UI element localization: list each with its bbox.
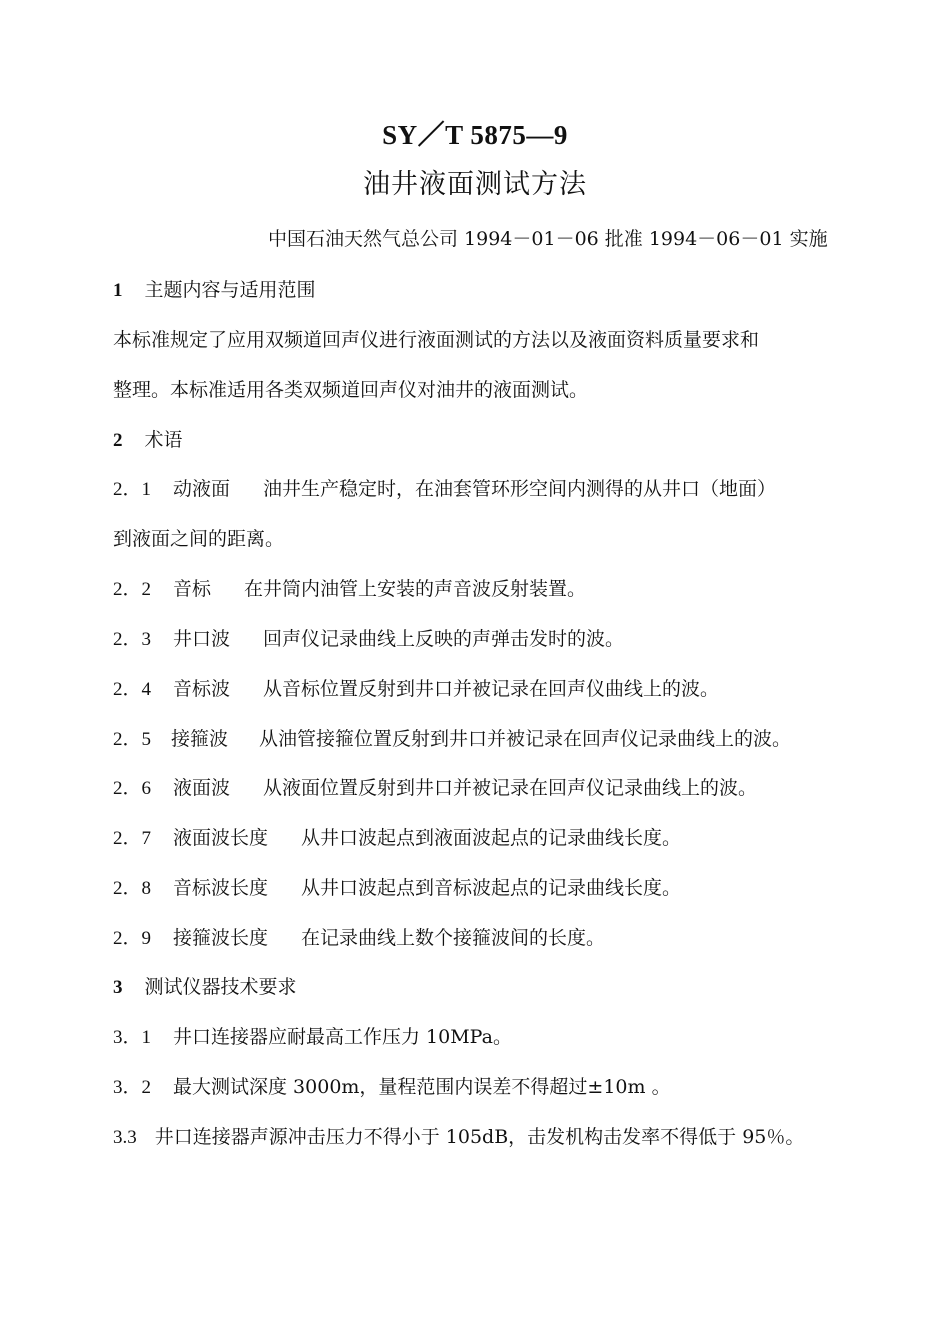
term-name: 液面波长度 [173,827,269,849]
paragraph-line: 整理。本标准适用各类双频道回声仪对油井的液面测试。 [113,379,589,401]
standard-code: SY／T 5875—9 [382,120,568,150]
term-name: 音标波长度 [173,877,269,899]
clause-number: 2．4 [113,679,152,700]
clause-number: 3.3 [113,1127,137,1148]
requirement-text: 井口连接器声源冲击压力不得小于 105dB，击发机构击发率不得低于 95％。 [154,1126,805,1148]
section-title: 测试仪器技术要求 [144,976,297,998]
term-2-2 [113,574,586,601]
clause-number: 3．2 [113,1077,152,1098]
term-definition: 在记录曲线上数个接箍波间的长度。 [301,927,606,949]
approval-line: 中国石油天然气总公司 1994－01－06 批准 1994－06－01 实施 [268,228,828,250]
term-definition: 从井口波起点到音标波起点的记录曲线长度。 [301,877,682,899]
term-2-6 [113,773,757,800]
term-name: 音标 [173,578,212,600]
clause-number: 3．1 [113,1027,152,1048]
section-heading-1 [113,275,316,302]
term-definition: 回声仪记录曲线上反映的声弹击发时的波。 [263,628,625,650]
term-2-4 [113,674,719,701]
document-title: 油井液面测试方法 [363,169,587,200]
requirement-3-1 [113,1022,512,1049]
clause-number: 2．5 [113,729,152,750]
section-title: 术语 [144,429,183,451]
requirement-3-2 [113,1072,671,1099]
term-2-9 [113,923,605,950]
term-name: 音标波 [173,678,231,700]
term-name: 动液面 [173,478,231,500]
section-heading-3 [113,972,297,999]
clause-number: 2．2 [113,579,152,600]
clause-number: 2．7 [113,828,152,849]
paragraph-line: 本标准规定了应用双频道回声仪进行液面测试的方法以及液面资料质量要求和 [113,329,760,351]
term-definition: 从音标位置反射到井口并被记录在回声仪曲线上的波。 [263,678,720,700]
term-2-3 [113,624,624,651]
requirement-3-3 [113,1122,804,1149]
term-definition: 从井口波起点到液面波起点的记录曲线长度。 [301,827,682,849]
term-name: 接箍波长度 [173,927,269,949]
paragraph-line: 到液面之间的距离。 [113,528,285,550]
requirement-text: 井口连接器应耐最高工作压力 10MPa。 [173,1026,512,1048]
section-number: 3 [113,977,123,998]
clause-number: 2．1 [113,479,152,500]
section-number: 1 [113,280,123,301]
term-2-1 [113,474,776,501]
term-definition: 从油管接箍位置反射到井口并被记录在回声仪记录曲线上的波。 [259,728,792,750]
requirement-text: 最大测试深度 3000m，量程范围内误差不得超过±10m 。 [173,1076,671,1098]
section-title: 主题内容与适用范围 [144,279,316,301]
term-2-8 [113,873,681,900]
term-definition: 油井生产稳定时，在油套管环形空间内测得的从井口（地面） [263,478,777,500]
clause-number: 2．9 [113,928,152,949]
section-number: 2 [113,430,123,451]
term-name: 井口波 [173,628,231,650]
term-2-5 [113,724,791,751]
term-name: 液面波 [173,777,231,799]
term-definition: 在井筒内油管上安装的声音波反射装置。 [244,578,587,600]
term-definition: 从液面位置反射到井口并被记录在回声仪记录曲线上的波。 [263,777,758,799]
clause-number: 2．3 [113,629,152,650]
clause-number: 2．8 [113,878,152,899]
term-2-7 [113,823,681,850]
clause-number: 2．6 [113,778,152,799]
section-heading-2 [113,425,183,452]
term-name: 接箍波 [171,728,229,750]
